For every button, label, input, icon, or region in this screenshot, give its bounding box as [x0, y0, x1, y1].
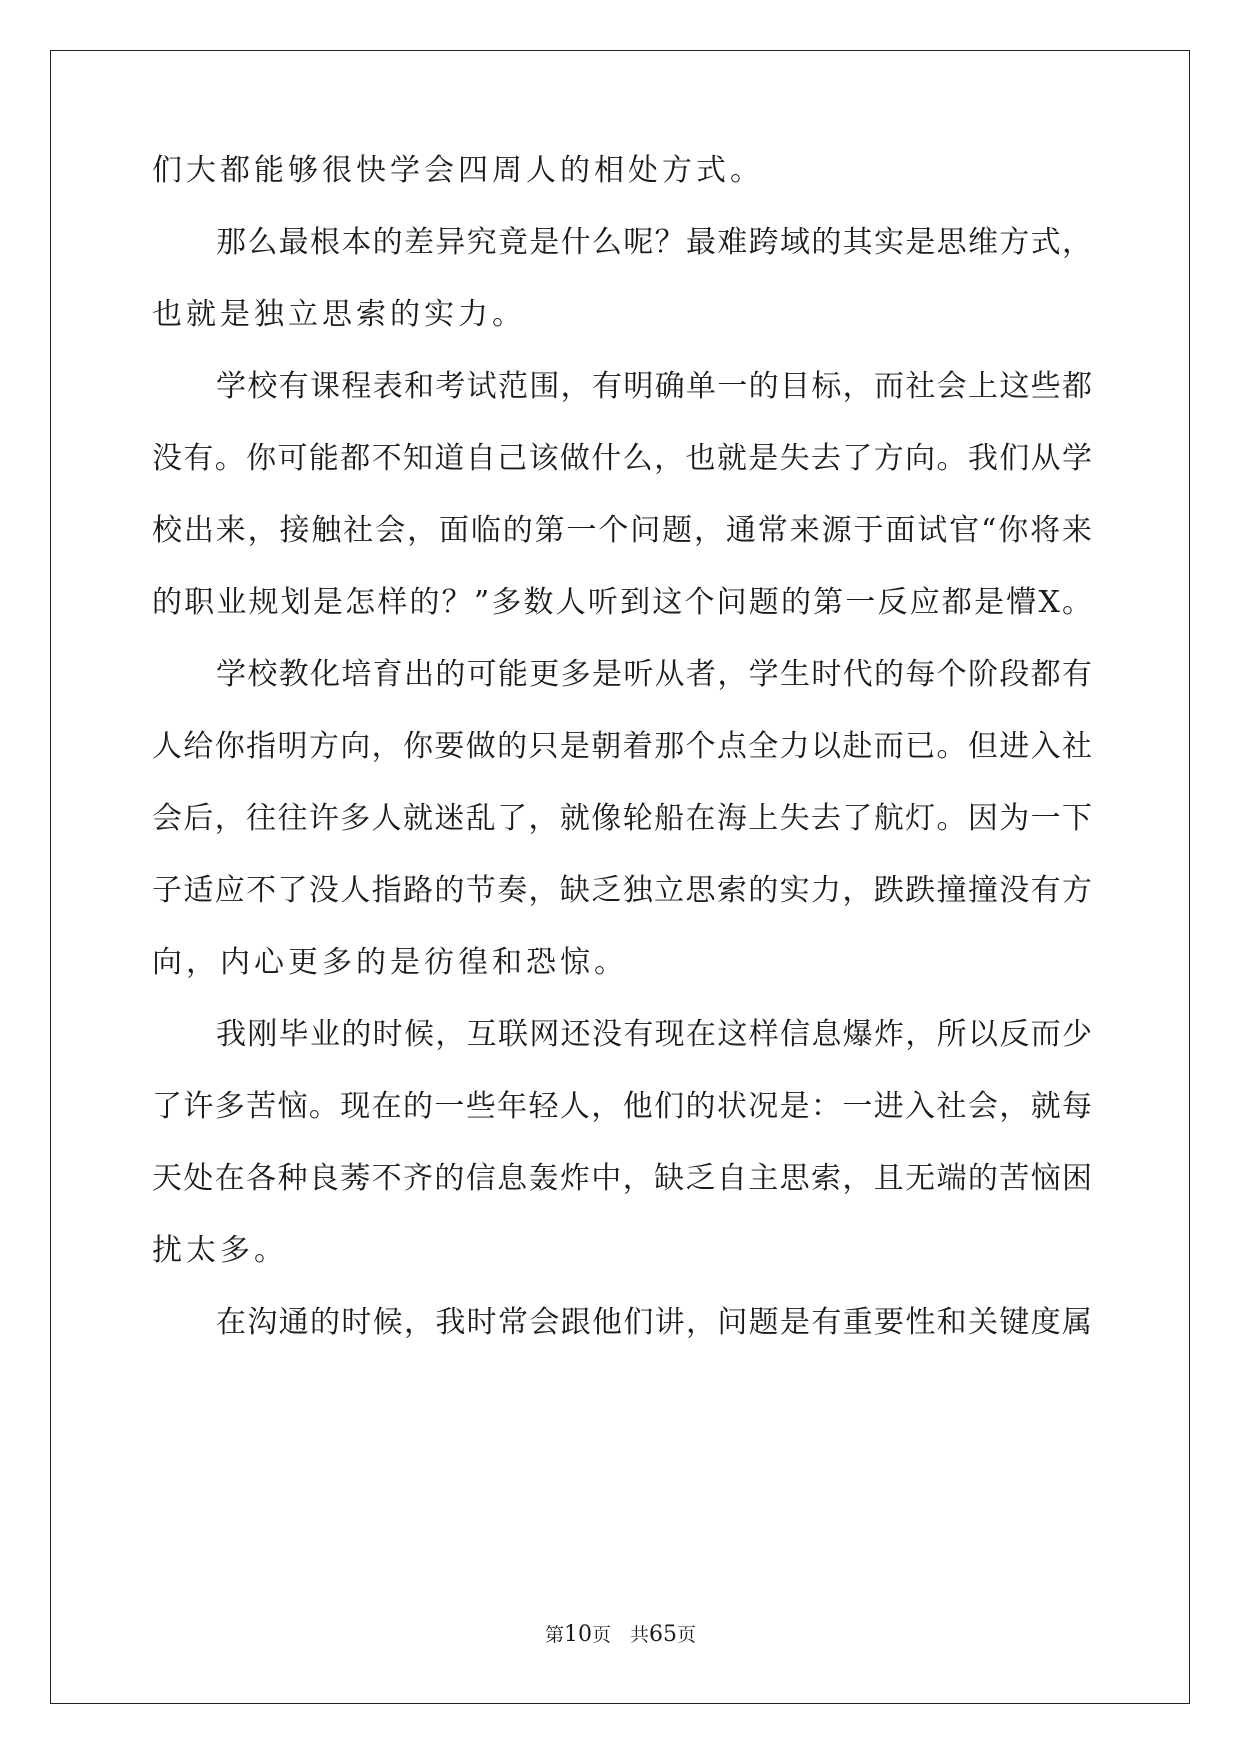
page-current-number: 10	[563, 1622, 592, 1647]
text-line-11: 子适应不了没人指路的节奏，缺乏独立思索的实力，跌跌撞撞没有方	[152, 873, 1092, 908]
text-line-1: 们大都能够很快学会四周人的相处方式。	[152, 153, 764, 188]
text-line-12: 向，内心更多的是彷徨和恐惊。	[152, 945, 628, 980]
page-prefix: 第	[544, 1624, 564, 1646]
text-line-9: 人给你指明方向，你要做的只是朝着那个点全力以赴而已。但进入社	[152, 729, 1092, 764]
page-mid-label: 页 共	[591, 1624, 649, 1646]
text-line-3: 也就是独立思索的实力。	[152, 297, 526, 332]
text-line-13: 我刚毕业的时候，互联网还没有现在这样信息爆炸，所以反而少	[216, 1017, 1092, 1052]
text-line-7: 的职业规划是怎样的？”多数人听到这个问题的第一反应都是懵X。	[152, 585, 1092, 620]
page-total-number: 65	[649, 1622, 677, 1647]
text-line-10: 会后，往往许多人就迷乱了，就像轮船在海上失去了航灯。因为一下	[152, 801, 1092, 836]
text-line-14: 了许多苦恼。现在的一些年轻人，他们的状况是：一进入社会，就每	[152, 1089, 1092, 1124]
page-footer	[0, 1620, 1241, 1647]
text-line-15: 天处在各种良莠不齐的信息轰炸中，缺乏自主思索，且无端的苦恼困	[152, 1161, 1092, 1196]
text-line-16: 扰太多。	[152, 1233, 288, 1268]
text-line-8: 学校教化培育出的可能更多是听从者，学生时代的每个阶段都有	[216, 657, 1092, 692]
page-suffix: 页	[677, 1624, 697, 1646]
text-line-2: 那么最根本的差异究竟是什么呢？最难跨域的其实是思维方式，	[216, 225, 1092, 260]
text-line-5: 没有。你可能都不知道自己该做什么，也就是失去了方向。我们从学	[152, 441, 1092, 476]
text-line-4: 学校有课程表和考试范围，有明确单一的目标，而社会上这些都	[216, 369, 1092, 404]
text-line-6: 校出来，接触社会，面临的第一个问题，通常来源于面试官“你将来	[152, 513, 1092, 548]
text-line-17: 在沟通的时候，我时常会跟他们讲，问题是有重要性和关键度属	[216, 1305, 1092, 1340]
